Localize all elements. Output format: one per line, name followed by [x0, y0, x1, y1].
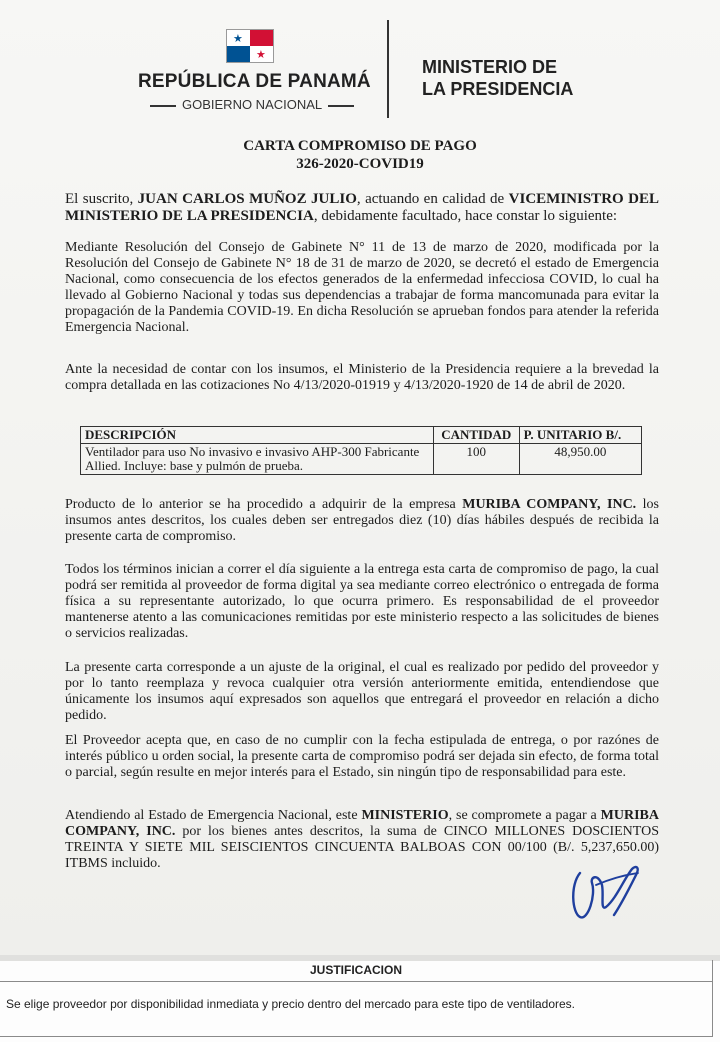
item-description: Ventilador para uso No invasivo e invasivo AHP-300 Fabricante Allied. Incluye: base y pulmón de prueba.: [81, 444, 434, 475]
document-title: CARTA COMPROMISO DE PAGO: [243, 138, 477, 154]
item-quantity: 100: [433, 444, 519, 475]
document-number: 326-2020-COVID19: [296, 156, 424, 172]
ministry-bold: MINISTERIO: [361, 808, 449, 823]
justification-divider: [0, 981, 712, 982]
letterhead: [130, 20, 590, 120]
paragraph-payment: Atendiendo al Estado de Emergencia Nacional, este MINISTERIO, se compromete a pagar a MURIBA COMPANY, INC. por los bienes antes descritos, la suma de CINCO MILLONES DOSCIENTOS TREINTA Y SIETE MIL SEISCIENTOS CINCUENTA BALBOAS CON 00/100 (B/. 5,237,650.00) ITBMS incluido.: [65, 808, 659, 871]
ministry-name: [422, 56, 573, 100]
ministry-line-2: LA PRESIDENCIA: [422, 79, 574, 99]
paragraph-adjustment: La presente carta corresponde a un ajuste de la original, el cual es realizado por pedido del proveedor y por lo tanto reemplaza y revoca cualquier otra versión anteriormente emitida, entendiendose que únicamente los insumos aquí expresados son aquellos que entregará el proveedor en relación a dicho pedido.: [65, 660, 659, 723]
col-description: DESCRIPCIÓN: [81, 427, 434, 444]
header-divider: [387, 20, 389, 118]
items-table: [80, 426, 642, 475]
table-row: [81, 444, 642, 475]
col-quantity: CANTIDAD: [433, 427, 519, 444]
payee-name: MURIBA COMPANY, INC.: [65, 808, 659, 839]
table-header-row: [81, 427, 642, 444]
paragraph-resolution: Mediante Resolución del Consejo de Gabinete N° 11 de 13 de marzo de 2020, modificada por la Resolución del Consejo de Gabinete N° 18 de 31 de marzo de 2020, se decretó el estado de Emergencia Nacional, como consecuencia de los efectos generados de la enfermedad infecciosa COVID, lo cual ha llevado al Gobierno Nacional y todas sus dependencias a trabajar de forma mancomunada para evitar la propagación de la Pandemia COVID-19. En dicha Resolución se aprueban fondos para atender la referida Emergencia Nacional.: [65, 240, 659, 335]
country-name: REPÚBLICA DE PANAMÁ: [138, 71, 371, 92]
panama-flag-icon: ★ ★: [226, 29, 274, 63]
supplier-name: MURIBA COMPANY, INC.: [462, 497, 637, 512]
signatory-name: JUAN CARLOS MUÑOZ JULIO: [137, 191, 357, 207]
paragraph-conditions: El Proveedor acepta que, en caso de no cumplir con la fecha estipulada de entrega, o por razónes de interés público u orden social, la presente carta de compromiso podrá ser dejada sin efecto, de forma total o parcial, según resulte en mejor interés para el Estado, sin ningún tipo de responsabilidad para este.: [65, 733, 659, 780]
col-unit-price: P. UNITARIO B/.: [519, 427, 641, 444]
signatory-role: VICEMINISTRO DEL MINISTERIO DE LA PRESIDENCIA: [65, 191, 659, 224]
paragraph-supplier: Producto de lo anterior se ha procedido a adquirir de la empresa MURIBA COMPANY, INC. los insumos antes descritos, los cuales deben ser entregados diez (10) días hábiles después de recibida la presente carta de compromiso.: [65, 497, 659, 544]
paragraph-need: Ante la necesidad de contar con los insumos, el Ministerio de la Presidencia requiere a la brevedad la compra detallada en las cotizaciones No 4/13/2020-01919 y 4/13/2020-1920 de 14 de abril de 2020.: [65, 362, 659, 393]
paragraph-terms: Todos los términos inician a correr el día siguiente a la entrega esta carta de compromiso de pago, la cual podrá ser remitida al proveedor de forma digital ya sea mediante correo electrónico o entregada de forma física a su representante autorizado, lo que ocurra primero. Es responsabilidad de el proveedor mantenerse atento a las comunicaciones remitidas por este ministerio respecto a las solicitudes de bienes o servicios realizadas.: [65, 562, 659, 641]
government-label: [144, 97, 360, 112]
justification-heading: JUSTIFICACION: [309, 963, 402, 977]
justification-text: Se elige proveedor por disponibilidad inmediata y precio dentro del mercado para este tipo de ventiladores.: [6, 997, 576, 1011]
intro-paragraph: El suscrito, JUAN CARLOS MUÑOZ JULIO, actuando en calidad de VICEMINISTRO DEL MINISTERIO DE LA PRESIDENCIA, debidamente facultado, hace constar lo siguiente:: [65, 191, 659, 224]
signature-icon: [566, 855, 646, 925]
ministry-line-1: MINISTERIO DE: [422, 57, 558, 77]
item-unit-price: 48,950.00: [519, 444, 641, 475]
government-text: GOBIERNO NACIONAL: [182, 97, 323, 112]
